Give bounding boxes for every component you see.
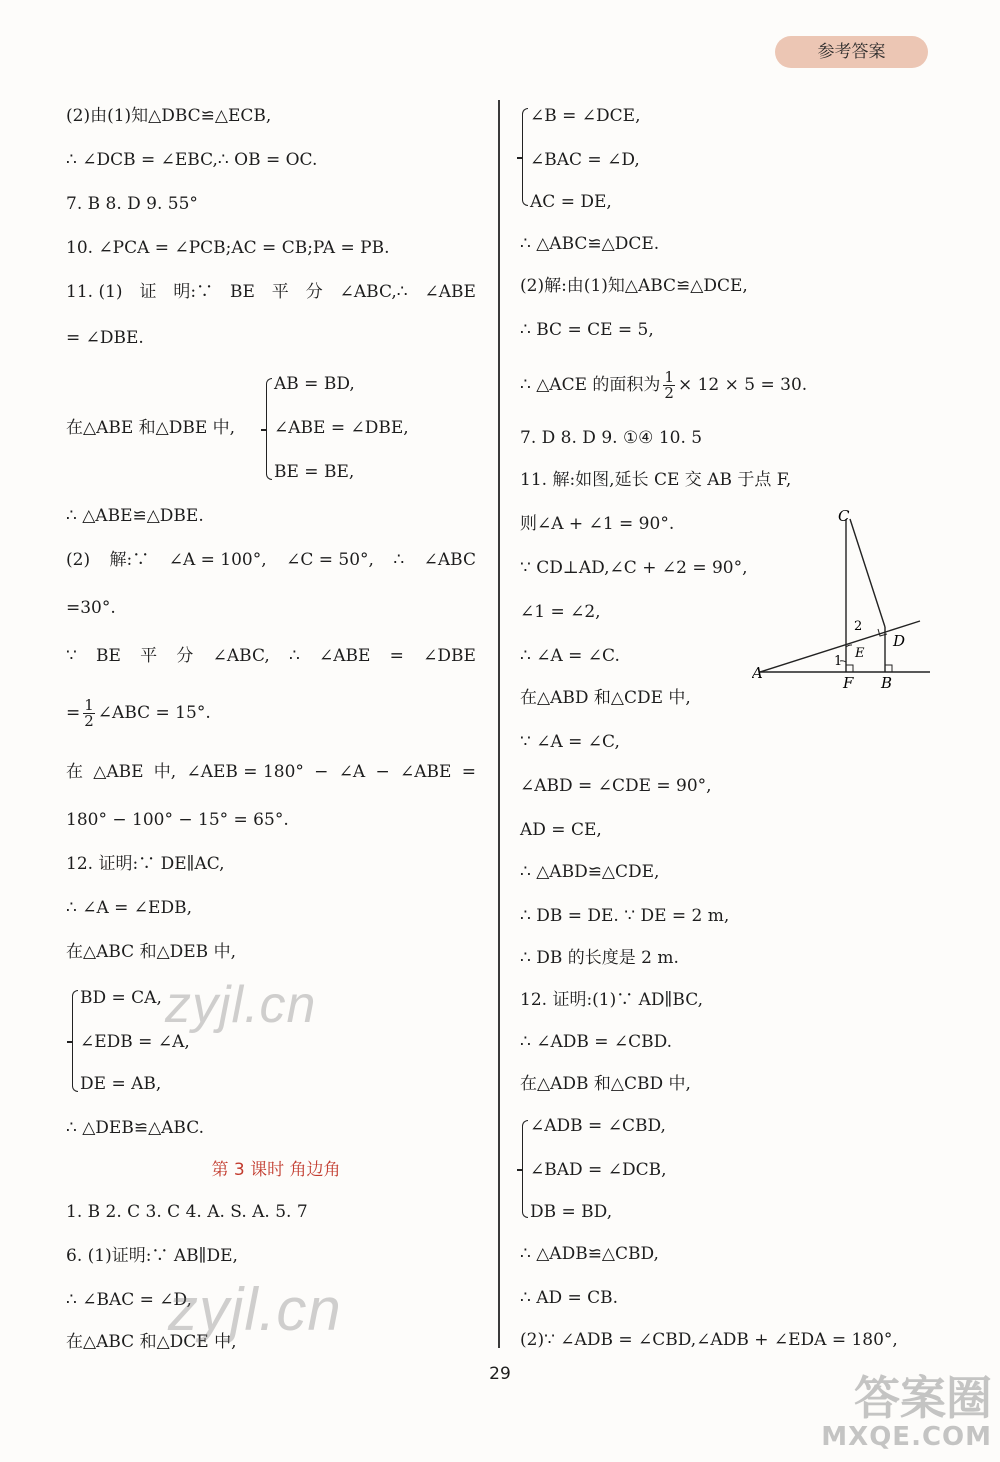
system-brace	[72, 990, 78, 1092]
system-line: ∠ADB = ∠CBD,	[530, 1116, 666, 1136]
fraction: $\frac{1}{2}$	[664, 368, 674, 402]
label-a: A	[752, 664, 763, 682]
text-line: (2)解:由(1)知△ABC≌△DCE,	[520, 276, 748, 296]
line-cd	[850, 519, 885, 627]
text-line: ∠ABD = ∠CDE = 90°,	[520, 776, 712, 796]
text-line: 1. B 2. C 3. C 4. A. S. A. 5. 7	[66, 1202, 308, 1222]
text-line: ∴ ∠ADB = ∠CBD.	[520, 1032, 673, 1052]
text-line: ∴ ∠BAC = ∠D,	[66, 1290, 192, 1310]
text-line: (2)∵ ∠ADB = ∠CBD,∠ADB + ∠EDA = 180°,	[520, 1330, 898, 1350]
text-line: ∠1 = ∠2,	[520, 602, 601, 622]
text-line: ∴ △DEB≌△ABC.	[66, 1118, 205, 1138]
answer-badge: 参考答案	[775, 36, 928, 68]
section-heading: 第 3 课时 角边角	[211, 1160, 341, 1180]
system-prefix: 在△ABE 和△DBE 中,	[66, 418, 236, 438]
system-line: AC = DE,	[530, 192, 612, 212]
system-brace	[522, 108, 528, 206]
text-line: ∴ DB = DE. ∵ DE = 2 m,	[520, 906, 730, 926]
text-line: 7. B 8. D 9. 55°	[66, 194, 198, 214]
text-line-justified: ∵ BE 平 分 ∠ABC, ∴ ∠ABE = ∠DBE	[66, 646, 476, 666]
angle-arc-2	[846, 645, 852, 647]
label-angle-1: 1	[834, 654, 843, 669]
text-line: 10. ∠PCA = ∠PCB;AC = CB;PA = PB.	[66, 238, 390, 258]
fraction: $\frac{1}{2}$	[84, 696, 94, 730]
text-line: 7. D 8. D 9. ①④ 10. 5	[520, 428, 703, 448]
text-line-fraction: = $\frac{1}{2}$ ∠ABC = 15°.	[66, 696, 211, 730]
text-line: (2)由(1)知△DBC≌△ECB,	[66, 106, 272, 126]
system-line: ∠ABE = ∠DBE,	[274, 418, 409, 438]
system-line: AB = BD,	[274, 374, 355, 394]
label-f: F	[843, 674, 854, 692]
system-brace	[266, 378, 272, 480]
system-line: ∠B = ∠DCE,	[530, 106, 641, 126]
corner-watermark	[821, 1371, 992, 1452]
system-line: BD = CA,	[80, 988, 162, 1008]
watermark: zyjl.cn	[165, 976, 317, 1034]
text-line: 12. 证明:∵ DE∥AC,	[66, 854, 225, 874]
system-line: ∠BAD = ∠DCB,	[530, 1160, 667, 1180]
text-line-justified: 在 △ABE 中, ∠AEB = 180° − ∠A − ∠ABE =	[66, 762, 476, 782]
corner-watermark-logo: 答案圈	[854, 1371, 992, 1425]
label-angle-2: 2	[854, 619, 863, 634]
text-line: ∴ ∠DCB = ∠EBC,∴ OB = OC.	[66, 150, 318, 170]
text-line-justified: 11. (1) 证 明:∵ BE 平 分 ∠ABC,∴ ∠ABE	[66, 282, 476, 302]
text-line: 在△ADB 和△CBD 中,	[520, 1074, 691, 1094]
label-d: D	[893, 632, 906, 650]
text-line: 180° − 100° − 15° = 65°.	[66, 810, 289, 830]
text-line: 11. 解:如图,延长 CE 交 AB 于点 F,	[520, 470, 792, 490]
geometry-figure	[752, 505, 942, 695]
text-line: AD = CE,	[520, 820, 602, 840]
text-line: 则∠A + ∠1 = 90°.	[520, 514, 675, 534]
text-line: ∴ △ADB≌△CBD,	[520, 1244, 659, 1264]
text-line: ∴ DB 的长度是 2 m.	[520, 948, 679, 968]
text-line: ∵ ∠A = ∠C,	[520, 732, 620, 752]
text-line: ∵ CD⊥AD,∠C + ∠2 = 90°,	[520, 558, 748, 578]
text-line: 在△ABC 和△DCE 中,	[66, 1332, 237, 1352]
text-line: ∴ △ABD≌△CDE,	[520, 862, 660, 882]
text-line: 6. (1)证明:∵ AB∥DE,	[66, 1246, 238, 1266]
system-line: BE = BE,	[274, 462, 355, 482]
right-angle-f	[846, 665, 853, 672]
system-line: DB = BD,	[530, 1202, 613, 1222]
text-line: ∴ AD = CB.	[520, 1288, 619, 1308]
right-angle-b	[885, 665, 892, 672]
system-line: DE = AB,	[80, 1074, 162, 1094]
column-divider	[498, 100, 500, 1348]
system-line: ∠EDB = ∠A,	[80, 1032, 190, 1052]
page-number: 29	[489, 1364, 511, 1384]
watermark: zyjl.cn	[168, 1276, 342, 1343]
system-brace	[522, 1120, 528, 1218]
text-line: ∴ ∠A = ∠EDB,	[66, 898, 192, 918]
text-line: ∴ ∠A = ∠C.	[520, 646, 620, 666]
label-c: C	[838, 507, 850, 525]
text-line: 在△ABD 和△CDE 中,	[520, 688, 691, 708]
corner-watermark-url: MXQE.COM	[821, 1422, 992, 1452]
text-line: =30°.	[66, 598, 116, 618]
text-line: 在△ABC 和△DEB 中,	[66, 942, 236, 962]
text-line-fraction: ∴ △ACE 的面积为 $\frac{1}{2}$ × 12 × 5 = 30.	[520, 368, 808, 402]
text-line: ∴ △ABE≌△DBE.	[66, 506, 204, 526]
text-line: = ∠DBE.	[66, 328, 144, 348]
system-line: ∠BAC = ∠D,	[530, 150, 640, 170]
text-line: ∴ △ABC≌△DCE.	[520, 234, 660, 254]
text-line: 12. 证明:(1)∵ AD∥BC,	[520, 990, 704, 1010]
text-line-justified: (2) 解:∵ ∠A = 100°, ∠C = 50°, ∴ ∠ABC	[66, 550, 476, 570]
label-b: B	[881, 674, 893, 692]
label-e: E	[855, 646, 865, 661]
text-line: ∴ BC = CE = 5,	[520, 320, 654, 340]
